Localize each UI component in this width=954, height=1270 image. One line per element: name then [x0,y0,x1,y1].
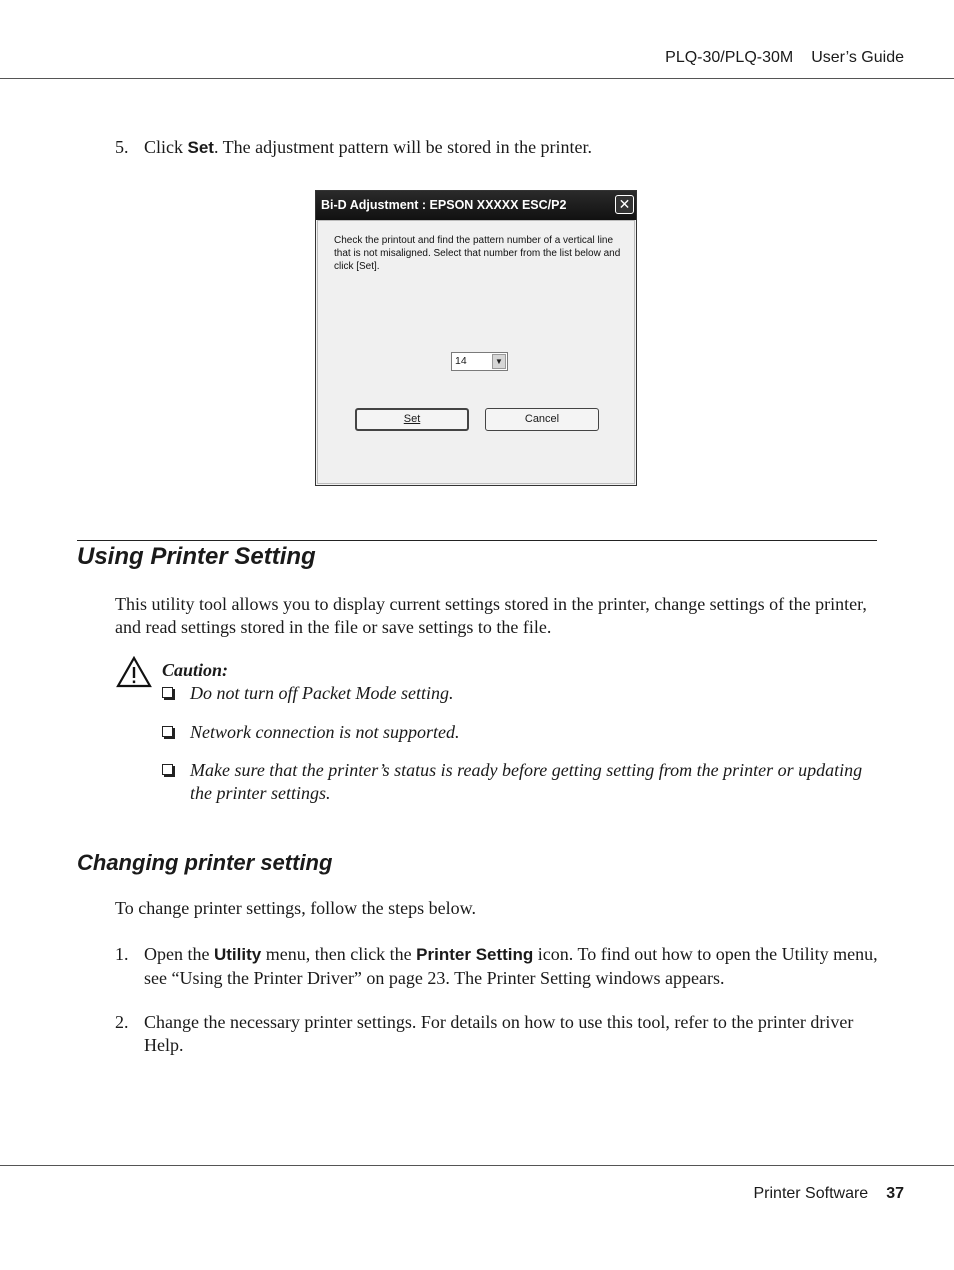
set-button[interactable] [355,408,469,431]
step-2-number: 2. [115,1012,129,1032]
step-1-text [144,943,880,989]
set-button-label: Set [403,413,421,425]
section-rule [77,540,877,541]
caution-item: Make sure that the printer’s status is ready before getting setting from the printer or updating the printer settings. [190,760,863,803]
checkbox-bullet-icon [162,726,173,737]
pattern-number-select[interactable] [451,352,508,371]
step-1-t3: icon. To find out how to open the Utility menu, see “Using the Printer Driver” on page 23. The Printer Setting windows appears. [144,944,878,988]
step-5-pre: Click [144,137,188,157]
step-1-number: 1. [115,944,129,964]
caution-label: Caution: [162,660,229,680]
step-5-post: . The adjustment pattern will be stored in the printer. [213,137,593,157]
dialog-body [317,220,635,484]
header-doc-title: User’s Guide [811,49,904,66]
footer-rule [0,1165,954,1166]
cancel-button[interactable]: Cancel [485,408,599,431]
step-2-text: Change the necessary printer settings. For details on how to use this tool, refer to the printer driver Help. [144,1012,854,1055]
dialog-title-bar [316,191,636,220]
checkbox-bullet-icon [162,764,173,775]
caution-item: Do not turn off Packet Mode setting. [190,683,454,703]
section-2-intro: To change printer settings, follow the steps below. [115,898,476,918]
section-heading-changing-printer-setting: Changing printer setting [77,850,333,875]
step-1-b2: Printer Setting [416,945,534,964]
step-1-b1: Utility [213,945,262,964]
bi-d-adjustment-dialog [315,190,637,486]
step-1-t2: menu, then click the [261,944,417,964]
footer-section: Printer Software [753,1185,869,1202]
chevron-down-icon[interactable]: ▼ [492,354,506,369]
step-1-t1: Open the [144,944,214,964]
pattern-number-value: 14 [455,355,467,367]
step-5-number: 5. [115,137,129,157]
caution-item: Network connection is not supported. [190,722,460,742]
page-footer [753,1185,904,1203]
header-product: PLQ-30/PLQ-30M [665,49,794,66]
warning-triangle-icon [116,656,152,688]
header-rule [0,78,954,79]
page-number: 37 [886,1185,904,1202]
step-5-bold: Set [187,138,214,157]
step-5-text [144,136,592,160]
close-icon[interactable]: ✕ [615,195,634,214]
dialog-title: Bi-D Adjustment : EPSON XXXXX ESC/P2 [321,198,567,212]
dialog-message: Check the printout and find the pattern number of a vertical line that is not misaligned. Select that number from the list below and click [Set]. [334,235,621,272]
section-intro: This utility tool allows you to display current settings stored in the printer, change settings of the printer, and read settings stored in the file or save settings to the file. [115,594,867,637]
checkbox-bullet-icon [162,687,173,698]
section-heading-using-printer-setting: Using Printer Setting [77,543,316,570]
page-header [665,49,904,67]
